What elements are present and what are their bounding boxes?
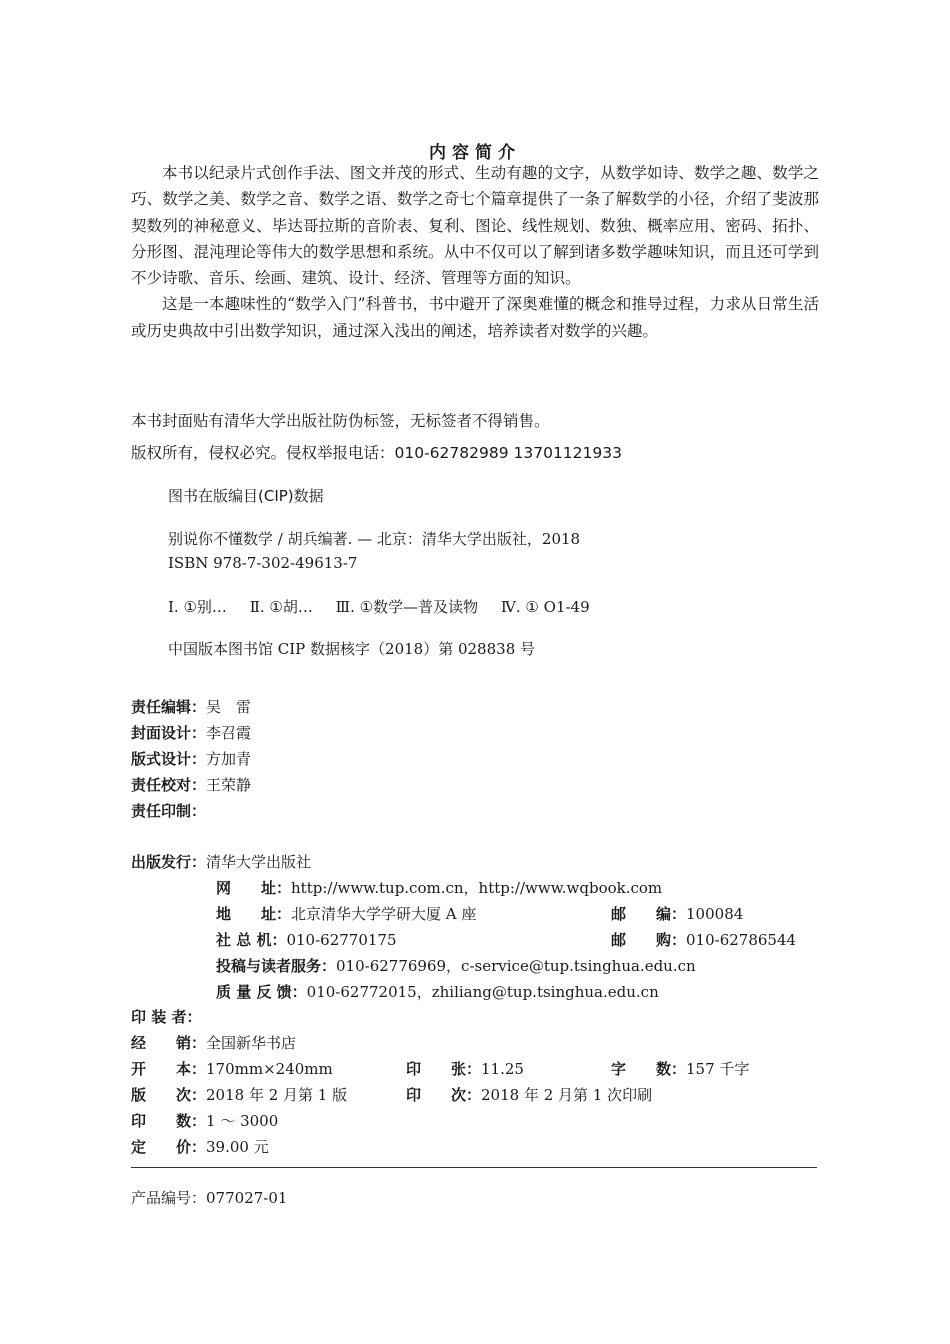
words-value: 157 千字 xyxy=(686,1060,750,1078)
cip-class-1: Ⅰ. ①别… xyxy=(168,598,227,616)
mail-order-label: 邮 购： xyxy=(611,931,687,949)
website-value: http://www.tup.com.cn，http://www.wqbook.com xyxy=(291,879,663,897)
staff-value: 李召霞 xyxy=(206,724,252,742)
address-value: 北京清华大学学研大厦 A 座 xyxy=(291,905,477,923)
cip-class-4: Ⅳ. ① O1-49 xyxy=(500,598,590,616)
summary-paragraph-2: 这是一本趣味性的“数学入门”科普书，书中避开了深奥难懂的概念和推导过程，力求从日常生活或历史典故中引出数学知识，通过深入浅出的阐述，培养读者对数学的兴趣。 xyxy=(131,295,819,340)
words-row xyxy=(611,1058,749,1079)
submission-value: 010-62776969，c-service@tup.tsinghua.edu.cn xyxy=(336,957,696,975)
quality-row xyxy=(216,981,659,1002)
address-row xyxy=(216,903,476,924)
staff-proofreader xyxy=(131,774,251,795)
product-code-row xyxy=(131,1187,287,1208)
distributor-value: 全国新华书店 xyxy=(206,1034,297,1052)
staff-label: 责任校对： xyxy=(131,776,207,794)
divider-line xyxy=(131,1167,817,1168)
cip-verification: 中国版本图书馆 CIP 数据核字（2018）第 028838 号 xyxy=(168,640,536,658)
publisher-label: 出版发行： xyxy=(131,853,207,871)
impression-label: 印 次： xyxy=(406,1086,482,1104)
address-label: 地 址： xyxy=(216,905,292,923)
format-value: 170mm×240mm xyxy=(206,1060,333,1078)
staff-label: 版式设计： xyxy=(131,750,207,768)
cip-isbn: ISBN 978-7-302-49613-7 xyxy=(168,554,358,572)
sheets-label: 印 张： xyxy=(406,1060,482,1078)
distributor-row xyxy=(131,1032,296,1053)
price-label: 定 价： xyxy=(131,1138,207,1156)
staff-value: 吴 雷 xyxy=(206,698,252,716)
cip-title: 图书在版编目(CIP)数据 xyxy=(168,487,324,505)
postcode-value: 100084 xyxy=(686,905,744,923)
summary-paragraph-1: 本书以纪录片式创作手法、图文并茂的形式、生动有趣的文字，从数学如诗、数学之趣、数学之巧、数学之美、数学之音、数学之语、数学之奇七个篇章提供了一条了解数学的小径，介绍了斐波那契数列的神秘意义、毕达哥拉斯的音阶表、复利、图论、线性规划、数独、概率应用、密码、拓扑、分形图、混沌理论等伟大的数学思想和系统。从中不仅可以了解到诸多数学趣味知识，而且还可学到不少诗歌、音乐、绘画、建筑、设计、经济、管理等方面的知识。 xyxy=(131,164,819,288)
product-code-value: 077027-01 xyxy=(206,1189,288,1207)
switchboard-label: 社 总 机： xyxy=(216,931,287,949)
postcode-label: 邮 编： xyxy=(611,905,687,923)
printer-row xyxy=(131,1006,201,1027)
format-row xyxy=(131,1058,333,1079)
quality-label: 质 量 反 馈： xyxy=(216,983,307,1001)
sheets-value: 11.25 xyxy=(481,1060,524,1078)
printer-label: 印 装 者： xyxy=(131,1008,202,1026)
anti-counterfeit-notice: 本书封面贴有清华大学出版社防伪标签，无标签者不得销售。 xyxy=(131,412,550,430)
staff-label: 封面设计： xyxy=(131,724,207,742)
staff-editor xyxy=(131,696,251,717)
sheets-row xyxy=(406,1058,524,1079)
words-label: 字 数： xyxy=(611,1060,687,1078)
submission-label: 投稿与读者服务： xyxy=(216,957,337,975)
impression-row xyxy=(406,1084,652,1105)
product-code-label: 产品编号： xyxy=(131,1189,207,1207)
publisher-row xyxy=(131,851,311,872)
impression-value: 2018 年 2 月第 1 次印刷 xyxy=(481,1086,653,1104)
website-label: 网 址： xyxy=(216,879,292,897)
cip-class-3: Ⅲ. ①数学—普及读物 xyxy=(335,598,479,616)
edition-label: 版 次： xyxy=(131,1086,207,1104)
staff-layout-designer xyxy=(131,748,251,769)
switchboard-value: 010-62770175 xyxy=(286,931,397,949)
staff-print-manager xyxy=(131,800,206,821)
staff-value: 王荣静 xyxy=(206,776,252,794)
distributor-label: 经 销： xyxy=(131,1034,207,1052)
summary-body xyxy=(131,160,819,344)
staff-label: 责任印制： xyxy=(131,802,207,820)
cip-bibliographic-line: 别说你不懂数学 / 胡兵编著. — 北京：清华大学出版社，2018 xyxy=(168,530,581,548)
print-run-value: 1 ～ 3000 xyxy=(206,1112,279,1130)
print-run-label: 印 数： xyxy=(131,1112,207,1130)
submission-row xyxy=(216,955,696,976)
edition-value: 2018 年 2 月第 1 版 xyxy=(206,1086,348,1104)
switchboard-row xyxy=(216,929,397,950)
postcode-row xyxy=(611,903,743,924)
price-row xyxy=(131,1136,269,1157)
publisher-name: 清华大学出版社 xyxy=(206,853,312,871)
staff-value: 方加青 xyxy=(206,750,252,768)
quality-value: 010-62772015，zhiliang@tup.tsinghua.edu.cn xyxy=(306,983,659,1001)
staff-label: 责任编辑： xyxy=(131,698,207,716)
cip-classification xyxy=(168,596,608,617)
edition-row xyxy=(131,1084,347,1105)
mail-order-row xyxy=(611,929,796,950)
print-run-row xyxy=(131,1110,278,1131)
copyright-notice: 版权所有，侵权必究。侵权举报电话：010-62782989 13701121933 xyxy=(131,444,622,462)
format-label: 开 本： xyxy=(131,1060,207,1078)
mail-order-value: 010-62786544 xyxy=(686,931,797,949)
staff-cover-designer xyxy=(131,722,251,743)
cip-class-2: Ⅱ. ①胡… xyxy=(249,598,313,616)
website-row xyxy=(216,877,662,898)
price-value: 39.00 元 xyxy=(206,1138,269,1156)
summary-title: 内容简介 xyxy=(429,143,521,163)
